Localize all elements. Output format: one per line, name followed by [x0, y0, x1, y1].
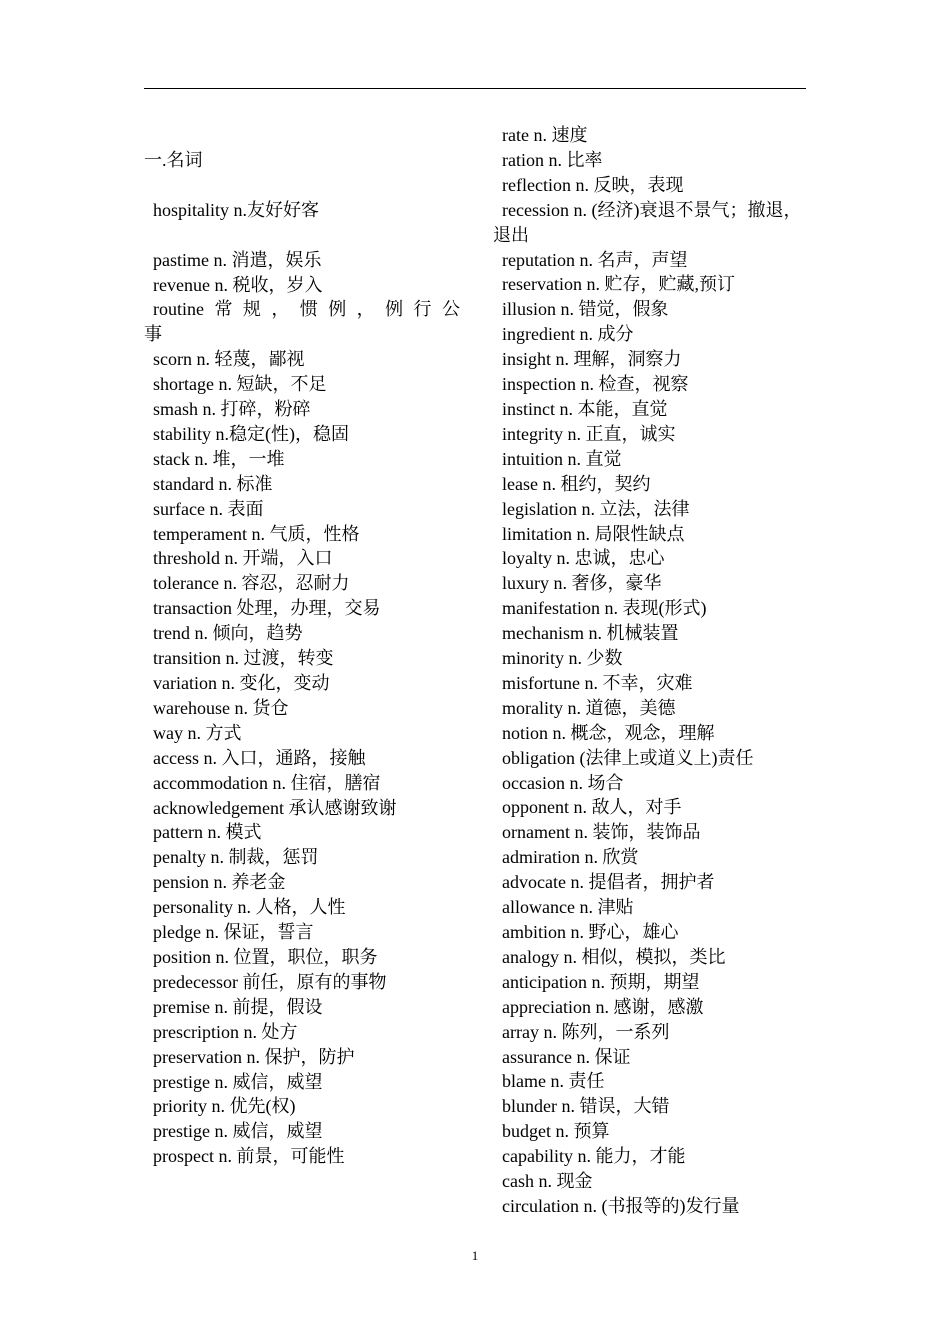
vocab-entry: cash n. 现金	[502, 1171, 593, 1192]
left-column	[144, 148, 460, 1169]
vocab-entry: ration n. 比率	[502, 149, 603, 170]
vocab-entry: stack n. 堆，一堆	[153, 448, 285, 469]
section-heading: 一.名词	[144, 150, 203, 170]
vocab-entry: priority n. 优先(权)	[153, 1096, 296, 1117]
vocab-entry: limitation n. 局限性缺点	[502, 523, 685, 544]
vocab-entry: shortage n. 短缺，不足	[153, 374, 327, 395]
vocab-entry: pastime n. 消遣，娱乐	[153, 249, 322, 270]
vocab-entry: hospitality n.友好好客	[153, 199, 319, 220]
vocab-entry: temperament n. 气质，性格	[153, 523, 360, 544]
vocab-entry: morality n. 道德，美德	[502, 697, 676, 718]
vocab-entry: integrity n. 正直，诚实	[502, 423, 676, 444]
vocab-entry: tolerance n. 容忍，忍耐力	[153, 573, 350, 594]
vocab-entry: premise n. 前提，假设	[153, 996, 323, 1017]
vocab-entry: circulation n. (书报等的)发行量	[502, 1195, 740, 1216]
vocab-entry: pattern n. 模式	[153, 822, 262, 843]
vocab-entry: ingredient n. 成分	[502, 324, 634, 345]
routine-word: 公	[441, 299, 460, 320]
vocab-entry: prestige n. 威信，威望	[153, 1071, 323, 1092]
vocab-entry: mechanism n. 机械装置	[502, 623, 679, 644]
routine-word: routine	[153, 299, 204, 320]
vocab-entry: intuition n. 直觉	[502, 448, 622, 469]
vocab-entry: rate n. 速度	[502, 125, 588, 145]
right-column	[493, 123, 811, 1219]
routine-word: ，	[271, 299, 290, 320]
vocab-entry: ornament n. 装饰，装饰品	[502, 822, 701, 843]
vocab-entry: advocate n. 提倡者，拥护者	[502, 872, 715, 893]
routine-word: 例	[328, 299, 347, 320]
vocab-entry: penalty n. 制裁，惩罚	[153, 847, 319, 868]
vocab-entry: threshold n. 开端，入口	[153, 548, 333, 569]
vocab-entry: accommodation n. 住宿，膳宿	[153, 772, 381, 793]
vocab-entry: instinct n. 本能，直觉	[502, 398, 668, 419]
vocab-entry: surface n. 表面	[153, 498, 264, 519]
vocab-entry: warehouse n. 货仓	[153, 697, 289, 718]
vocab-entry: allowance n. 津贴	[502, 897, 634, 918]
routine-word: 规	[242, 299, 261, 320]
vocab-entry: standard n. 标准	[153, 473, 273, 494]
routine-word: 惯	[299, 299, 318, 320]
vocab-entry: way n. 方式	[153, 722, 242, 743]
vocab-entry: luxury n. 奢侈，豪华	[502, 573, 662, 594]
vocab-entry: obligation (法律上或道义上)责任	[502, 747, 754, 768]
vocab-entry: access n. 入口，通路，接触	[153, 747, 366, 768]
vocab-entry: appreciation n. 感谢，感激	[502, 996, 704, 1017]
vocab-entry: reservation n. 贮存，贮藏,预订	[502, 274, 735, 295]
vocab-entry: trend n. 倾向，趋势	[153, 623, 303, 644]
vocab-entry: notion n. 概念，观念，理解	[502, 722, 715, 743]
vocab-entry: smash n. 打碎，粉碎	[153, 399, 311, 420]
vocab-entry: blunder n. 错误，大错	[502, 1096, 670, 1117]
vocab-entry: insight n. 理解，洞察力	[502, 349, 682, 370]
vocab-entry: opponent n. 敌人，对手	[502, 797, 682, 818]
vocab-entry: lease n. 租约，契约	[502, 473, 651, 494]
vocab-entry: misfortune n. 不幸，灾难	[502, 672, 693, 693]
vocab-entry: variation n. 变化，变动	[153, 673, 330, 693]
vocab-entry: legislation n. 立法，法律	[502, 498, 690, 519]
vocab-entry: recession n. (经济)衰退不景气；撤退，	[502, 199, 802, 220]
routine-word: 常	[214, 299, 233, 320]
vocab-entry: prospect n. 前景，可能性	[153, 1146, 345, 1167]
vocab-entry: transition n. 过渡，转变	[153, 648, 334, 669]
vocab-entry: admiration n. 欣赏	[502, 847, 639, 868]
vocab-entry-routine	[144, 297, 460, 322]
routine-word: 行	[413, 299, 432, 320]
page-number: 1	[471, 1248, 479, 1263]
vocab-entry: anticipation n. 预期，期望	[502, 971, 700, 992]
routine-word: 例	[385, 299, 404, 320]
vocab-entry: ambition n. 野心，雄心	[502, 922, 679, 942]
vocab-entry: pension n. 养老金	[153, 872, 286, 893]
vocab-entry: blame n. 责任	[502, 1071, 605, 1092]
vocab-entry: illusion n. 错觉，假象	[502, 299, 669, 320]
vocab-entry: revenue n. 税收，岁入	[153, 274, 323, 295]
vocab-entry: reflection n. 反映，表现	[502, 174, 684, 195]
vocab-entry: array n. 陈列，一系列	[502, 1021, 670, 1042]
vocab-entry: capability n. 能力，才能	[502, 1146, 686, 1167]
vocab-entry: occasion n. 场合	[502, 772, 624, 793]
vocab-entry: prestige n. 威信，威望	[153, 1121, 323, 1142]
vocab-entry-routine-cont: 事	[144, 324, 162, 345]
vocab-entry: acknowledgement 承认感谢致谢	[153, 797, 397, 818]
vocab-entry: personality n. 人格，人性	[153, 897, 346, 918]
header-rule	[144, 88, 806, 89]
vocab-entry: preservation n. 保护，防护	[153, 1046, 355, 1067]
vocab-entry: analogy n. 相似，模拟，类比	[502, 946, 726, 967]
vocab-entry: predecessor 前任，原有的事物	[153, 971, 387, 992]
vocab-entry: manifestation n. 表现(形式)	[502, 598, 707, 619]
vocab-entry: scorn n. 轻蔑，鄙视	[153, 349, 305, 370]
vocab-entry: prescription n. 处方	[153, 1021, 298, 1042]
vocab-entry: minority n. 少数	[502, 648, 623, 669]
vocab-entry: budget n. 预算	[502, 1121, 610, 1142]
vocab-entry: pledge n. 保证，誓言	[153, 922, 314, 943]
vocab-entry: stability n.稳定(性)，稳固	[153, 423, 349, 444]
vocab-entry: reputation n. 名声，声望	[502, 249, 688, 270]
vocab-entry-cont: 退出	[493, 224, 529, 245]
vocab-entry: inspection n. 检查，视察	[502, 374, 689, 395]
vocab-entry: loyalty n. 忠诚，忠心	[502, 548, 665, 569]
routine-word: ，	[356, 299, 375, 320]
vocab-entry: position n. 位置，职位，职务	[153, 946, 378, 967]
vocab-entry: transaction 处理，办理，交易	[153, 598, 381, 619]
vocab-entry: assurance n. 保证	[502, 1046, 631, 1067]
